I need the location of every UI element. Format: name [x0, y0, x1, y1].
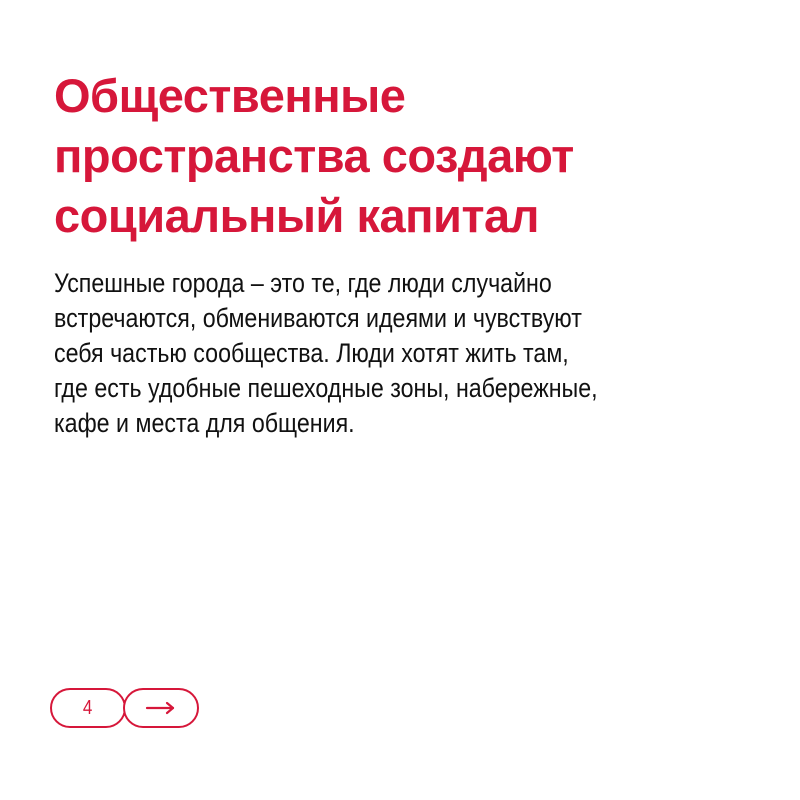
body-line: встречаются, обмениваются идеями и чувствуют	[54, 303, 582, 333]
arrow-right-icon	[145, 701, 177, 715]
page-number-badge	[50, 688, 126, 728]
body-line: себя частью сообщества. Люди хотят жить там,	[54, 338, 569, 368]
title-line: Общественные	[54, 69, 406, 122]
title-line: социальный капитал	[54, 189, 539, 242]
body-line: где есть удобные пешеходные зоны, набережные,	[54, 373, 598, 403]
title-line: пространства создают	[54, 129, 574, 182]
pagination	[50, 688, 199, 728]
body-line: кафе и места для общения.	[54, 408, 355, 438]
next-page-button[interactable]	[123, 688, 199, 728]
page-number: 4	[83, 696, 93, 719]
body-line: Успешные города – это те, где люди случайно	[54, 268, 552, 298]
body-paragraph	[54, 266, 673, 441]
page-title	[54, 66, 754, 246]
